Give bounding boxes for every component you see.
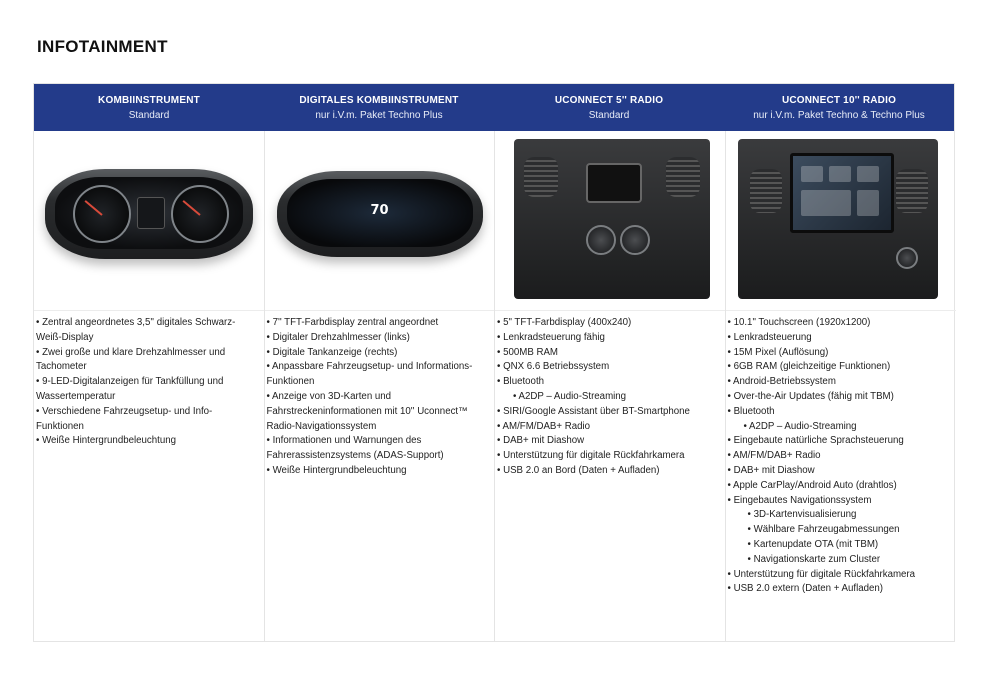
feature-list <box>497 316 719 479</box>
column-header-digitales-kombiinstrument <box>264 84 494 131</box>
list-item: • Over-the-Air Updates (fähig mit TBM) <box>727 390 894 402</box>
list-item: • Eingebautes Navigationssystem <box>727 494 872 506</box>
speedometer-gauge-icon <box>171 185 229 243</box>
column-subtitle: nur i.V.m. Paket Techno & Techno Plus <box>753 109 925 121</box>
list-item: • Zwei große und klare Drehzahlmesser und Tachometer <box>36 346 226 373</box>
dashboard-graphic <box>514 139 710 299</box>
column-title: DIGITALES KOMBIINSTRUMENT <box>299 94 459 106</box>
column-uconnect-10-radio <box>726 131 957 642</box>
page-title: INFOTAINMENT <box>37 37 168 56</box>
column-subtitle: Standard <box>588 109 630 121</box>
uconnect-5-radio-image <box>495 131 725 311</box>
kombiinstrument-image <box>34 131 264 311</box>
list-item: • Verschiedene Fahrzeugsetup- und Info-Funktionen <box>36 405 213 432</box>
dashboard-graphic <box>738 139 938 299</box>
column-title: KOMBIINSTRUMENT <box>98 94 200 106</box>
list-item: • Informationen und Warnungen des Fahrerassistenzsystems (ADAS-Support) <box>266 435 444 462</box>
column-subtitle: Standard <box>128 109 170 121</box>
list-item: • Lenkradsteuerung <box>727 331 812 343</box>
radio-10-touchscreen <box>790 153 894 233</box>
list-item: • 500MB RAM <box>497 346 558 358</box>
list-item: • QNX 6.6 Betriebssystem <box>497 361 610 373</box>
list-item: • 9-LED-Digitalanzeigen für Tankfüllung und Wassertemperatur <box>36 376 224 402</box>
list-item: • 5" TFT-Farbdisplay (400x240) <box>497 317 632 328</box>
column-header-kombiinstrument <box>34 84 264 131</box>
list-item: • Navigationskarte zum Cluster <box>747 553 881 565</box>
air-vent-icon <box>896 169 928 213</box>
column-header-uconnect-10-radio <box>724 84 954 131</box>
column-header-uconnect-5-radio <box>494 84 724 131</box>
radio-5-screen <box>586 163 642 203</box>
list-item: • USB 2.0 extern (Daten + Aufladen) <box>727 583 884 595</box>
list-item: • Bluetooth <box>727 405 775 417</box>
column-digitales-kombiinstrument <box>265 131 496 642</box>
column-uconnect-5-radio <box>495 131 726 642</box>
list-item: • Android-Betriebssystem <box>727 376 836 388</box>
digital-cluster-graphic <box>277 171 483 257</box>
list-item: • Zentral angeordnetes 3,5'' digitales Schwarz-Weiß-Display <box>36 317 236 343</box>
tachometer-gauge-icon <box>73 185 131 243</box>
infotainment-comparison-table <box>33 83 955 642</box>
list-item: • A2DP – Audio-Streaming <box>513 390 627 402</box>
feature-list <box>728 316 951 597</box>
list-item: • Digitale Tankanzeige (rechts) <box>266 346 398 358</box>
climate-knob-icon <box>586 225 616 255</box>
list-item: • Apple CarPlay/Android Auto (drahtlos) <box>727 479 897 491</box>
list-item: • DAB+ mit Diashow <box>497 435 585 447</box>
list-item: • Lenkradsteuerung fähig <box>497 331 605 343</box>
list-item: • Unterstützung für digitale Rückfahrkamera <box>497 450 685 462</box>
list-item: • Eingebaute natürliche Sprachsteuerung <box>727 435 904 447</box>
list-item: • AM/FM/DAB+ Radio <box>727 450 821 462</box>
list-item: • DAB+ mit Diashow <box>727 464 815 476</box>
list-item: • 7'' TFT-Farbdisplay zentral angeordnet <box>266 317 439 328</box>
climate-knob-icon <box>620 225 650 255</box>
column-kombiinstrument <box>34 131 265 642</box>
column-title: UCONNECT 10'' RADIO <box>781 94 897 106</box>
uconnect-10-radio-image <box>726 131 957 311</box>
list-item: • Wählbare Fahrzeugabmessungen <box>747 524 900 536</box>
list-item: • SIRI/Google Assistant über BT-Smartphone <box>497 405 690 417</box>
control-knob-icon <box>896 247 918 269</box>
list-item: • Kartenupdate OTA (mit TBM) <box>747 538 879 550</box>
center-display-icon <box>137 197 165 229</box>
list-item: • AM/FM/DAB+ Radio <box>497 420 591 432</box>
feature-list <box>36 316 258 449</box>
air-vent-icon <box>524 157 558 197</box>
column-title: UCONNECT 5'' RADIO <box>554 94 664 106</box>
list-item: • 15M Pixel (Auflösung) <box>727 346 829 358</box>
list-item: • Unterstützung für digitale Rückfahrkamera <box>727 568 916 580</box>
list-item: • 10.1" Touchscreen (1920x1200) <box>727 317 871 328</box>
list-item: • Weiße Hintergrundbeleuchtung <box>266 464 407 476</box>
list-item: • Bluetooth <box>497 376 545 388</box>
list-item: • A2DP – Audio-Streaming <box>743 420 857 432</box>
list-item: • Anzeige von 3D-Karten und Fahrstreckeninformationen mit 10'' Uconnect™ Radio-Navigationssystem <box>266 390 468 432</box>
air-vent-icon <box>750 169 782 213</box>
list-item: • Anpassbare Fahrzeugsetup- und Informations-Funktionen <box>266 361 473 388</box>
list-item: • 3D-Kartenvisualisierung <box>747 509 857 521</box>
speed-readout: 70 <box>370 203 389 218</box>
list-item: • Weiße Hintergrundbeleuchtung <box>36 435 176 447</box>
table-header-row <box>34 84 954 131</box>
column-subtitle: nur i.V.m. Paket Techno Plus <box>315 109 443 121</box>
list-item: • USB 2.0 an Bord (Daten + Aufladen) <box>497 464 660 476</box>
instrument-cluster-graphic <box>45 169 253 259</box>
list-item: • 6GB RAM (gleichzeitige Funktionen) <box>727 361 891 373</box>
air-vent-icon <box>666 157 700 197</box>
feature-list <box>267 316 489 479</box>
list-item: • Digitaler Drehzahlmesser (links) <box>266 331 410 343</box>
digitales-kombiinstrument-image <box>265 131 495 311</box>
